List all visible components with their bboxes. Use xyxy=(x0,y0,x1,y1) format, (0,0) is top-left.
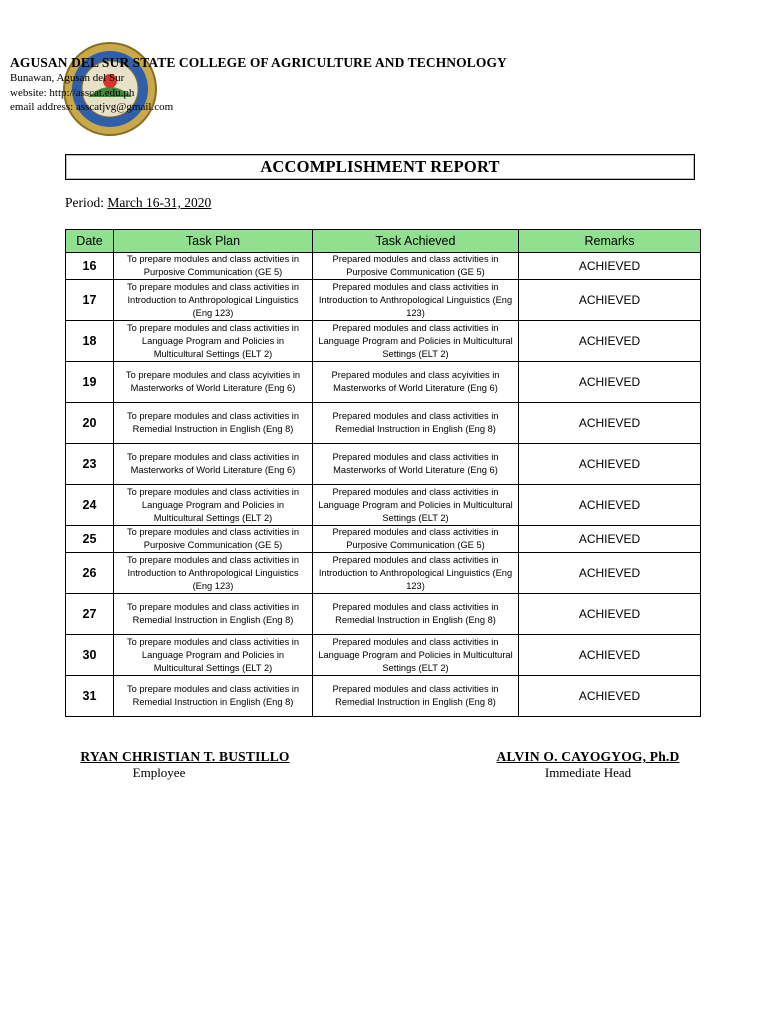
row-remarks: ACHIEVED xyxy=(519,280,701,321)
row-date: 23 xyxy=(66,444,114,485)
row-task-plan: To prepare modules and class activities in Language Program and Policies in Multicultural Settings (ELT 2) xyxy=(114,635,313,676)
row-task-plan: To prepare modules and class activities in Masterworks of World Literature (Eng 6) xyxy=(114,444,313,485)
row-task-plan: To prepare modules and class activities in Remedial Instruction in English (Eng 8) xyxy=(114,594,313,635)
row-remarks: ACHIEVED xyxy=(519,553,701,594)
row-date: 24 xyxy=(66,485,114,526)
school-email: email address: asscatjvg@gmail.com xyxy=(10,101,174,113)
row-date: 20 xyxy=(66,403,114,444)
row-remarks: ACHIEVED xyxy=(519,526,701,553)
row-task-plan: To prepare modules and class acyivities in Masterworks of World Literature (Eng 6) xyxy=(114,362,313,403)
school-address: Bunawan, Agusan del Sur xyxy=(10,72,125,84)
row-remarks: ACHIEVED xyxy=(519,485,701,526)
head-role: Immediate Head xyxy=(544,765,632,780)
row-task-plan: To prepare modules and class activities in Remedial Instruction in English (Eng 8) xyxy=(114,676,313,717)
row-date: 26 xyxy=(66,553,114,594)
table-row xyxy=(66,594,701,635)
row-date: 17 xyxy=(66,280,114,321)
employee-signature-block xyxy=(65,749,305,781)
row-remarks: ACHIEVED xyxy=(519,676,701,717)
row-task-achieved: Prepared modules and class activities in Purposive Communication (GE 5) xyxy=(313,526,519,553)
row-task-plan: To prepare modules and class activities in Remedial Instruction in English (Eng 8) xyxy=(114,403,313,444)
row-date: 25 xyxy=(66,526,114,553)
table-row xyxy=(66,280,701,321)
row-remarks: ACHIEVED xyxy=(519,321,701,362)
school-name: AGUSAN DEL SUR STATE COLLEGE OF AGRICULTURE AND TECHNOLOGY xyxy=(10,55,507,70)
row-task-achieved: Prepared modules and class activities in Masterworks of World Literature (Eng 6) xyxy=(313,444,519,485)
row-task-achieved: Prepared modules and class activities in Language Program and Policies in Multicultural Settings (ELT 2) xyxy=(313,485,519,526)
row-remarks: ACHIEVED xyxy=(519,635,701,676)
table-row xyxy=(66,676,701,717)
head-name: ALVIN O. CAYOGYOG, Ph.D xyxy=(496,749,680,764)
report-title: ACCOMPLISHMENT REPORT xyxy=(260,157,500,176)
row-date: 31 xyxy=(66,676,114,717)
table-row xyxy=(66,321,701,362)
row-task-achieved: Prepared modules and class activities in Purposive Communication (GE 5) xyxy=(313,253,519,280)
column-header-task-achieved: Task Achieved xyxy=(313,230,519,253)
row-task-achieved: Prepared modules and class acyivities in Masterworks of World Literature (Eng 6) xyxy=(313,362,519,403)
employee-role: Employee xyxy=(132,765,186,780)
period-label: Period: xyxy=(65,195,104,210)
table-header-row xyxy=(66,230,701,253)
row-remarks: ACHIEVED xyxy=(519,362,701,403)
row-date: 19 xyxy=(66,362,114,403)
row-remarks: ACHIEVED xyxy=(519,444,701,485)
table-row xyxy=(66,444,701,485)
row-task-plan: To prepare modules and class activities in Introduction to Anthropological Linguistics (Eng 123) xyxy=(114,280,313,321)
row-date: 30 xyxy=(66,635,114,676)
row-remarks: ACHIEVED xyxy=(519,403,701,444)
table-row xyxy=(66,253,701,280)
school-website: website: http://asscat.edu.ph xyxy=(10,86,135,99)
table-row xyxy=(66,635,701,676)
row-date: 18 xyxy=(66,321,114,362)
row-task-plan: To prepare modules and class activities in Language Program and Policies in Multicultural Settings (ELT 2) xyxy=(114,485,313,526)
table-row xyxy=(66,403,701,444)
table-row xyxy=(66,553,701,594)
row-task-achieved: Prepared modules and class activities in Introduction to Anthropological Linguistics (Eng 123) xyxy=(313,280,519,321)
row-task-achieved: Prepared modules and class activities in Introduction to Anthropological Linguistics (Eng 123) xyxy=(313,553,519,594)
report-title-box xyxy=(65,154,695,180)
letterhead xyxy=(10,55,507,115)
employee-name: RYAN CHRISTIAN T. BUSTILLO xyxy=(80,749,290,764)
period-value: March 16-31, 2020 xyxy=(107,195,212,210)
table-row xyxy=(66,362,701,403)
column-header-task-plan: Task Plan xyxy=(114,230,313,253)
row-task-achieved: Prepared modules and class activities in Remedial Instruction in English (Eng 8) xyxy=(313,676,519,717)
row-task-plan: To prepare modules and class activities in Purposive Communication (GE 5) xyxy=(114,253,313,280)
row-task-achieved: Prepared modules and class activities in Language Program and Policies in Multicultural Settings (ELT 2) xyxy=(313,635,519,676)
report-period xyxy=(65,195,211,211)
row-date: 16 xyxy=(66,253,114,280)
row-remarks: ACHIEVED xyxy=(519,594,701,635)
head-signature-block xyxy=(483,749,693,781)
accomplishment-table xyxy=(65,229,701,717)
row-task-plan: To prepare modules and class activities in Purposive Communication (GE 5) xyxy=(114,526,313,553)
row-task-achieved: Prepared modules and class activities in Language Program and Policies in Multicultural Settings (ELT 2) xyxy=(313,321,519,362)
row-task-plan: To prepare modules and class activities in Language Program and Policies in Multicultural Settings (ELT 2) xyxy=(114,321,313,362)
row-task-achieved: Prepared modules and class activities in Remedial Instruction in English (Eng 8) xyxy=(313,403,519,444)
row-task-achieved: Prepared modules and class activities in Remedial Instruction in English (Eng 8) xyxy=(313,594,519,635)
row-remarks: ACHIEVED xyxy=(519,253,701,280)
table-row xyxy=(66,526,701,553)
column-header-date: Date xyxy=(66,230,114,253)
table-row xyxy=(66,485,701,526)
row-task-plan: To prepare modules and class activities in Introduction to Anthropological Linguistics (Eng 123) xyxy=(114,553,313,594)
row-date: 27 xyxy=(66,594,114,635)
column-header-remarks: Remarks xyxy=(519,230,701,253)
